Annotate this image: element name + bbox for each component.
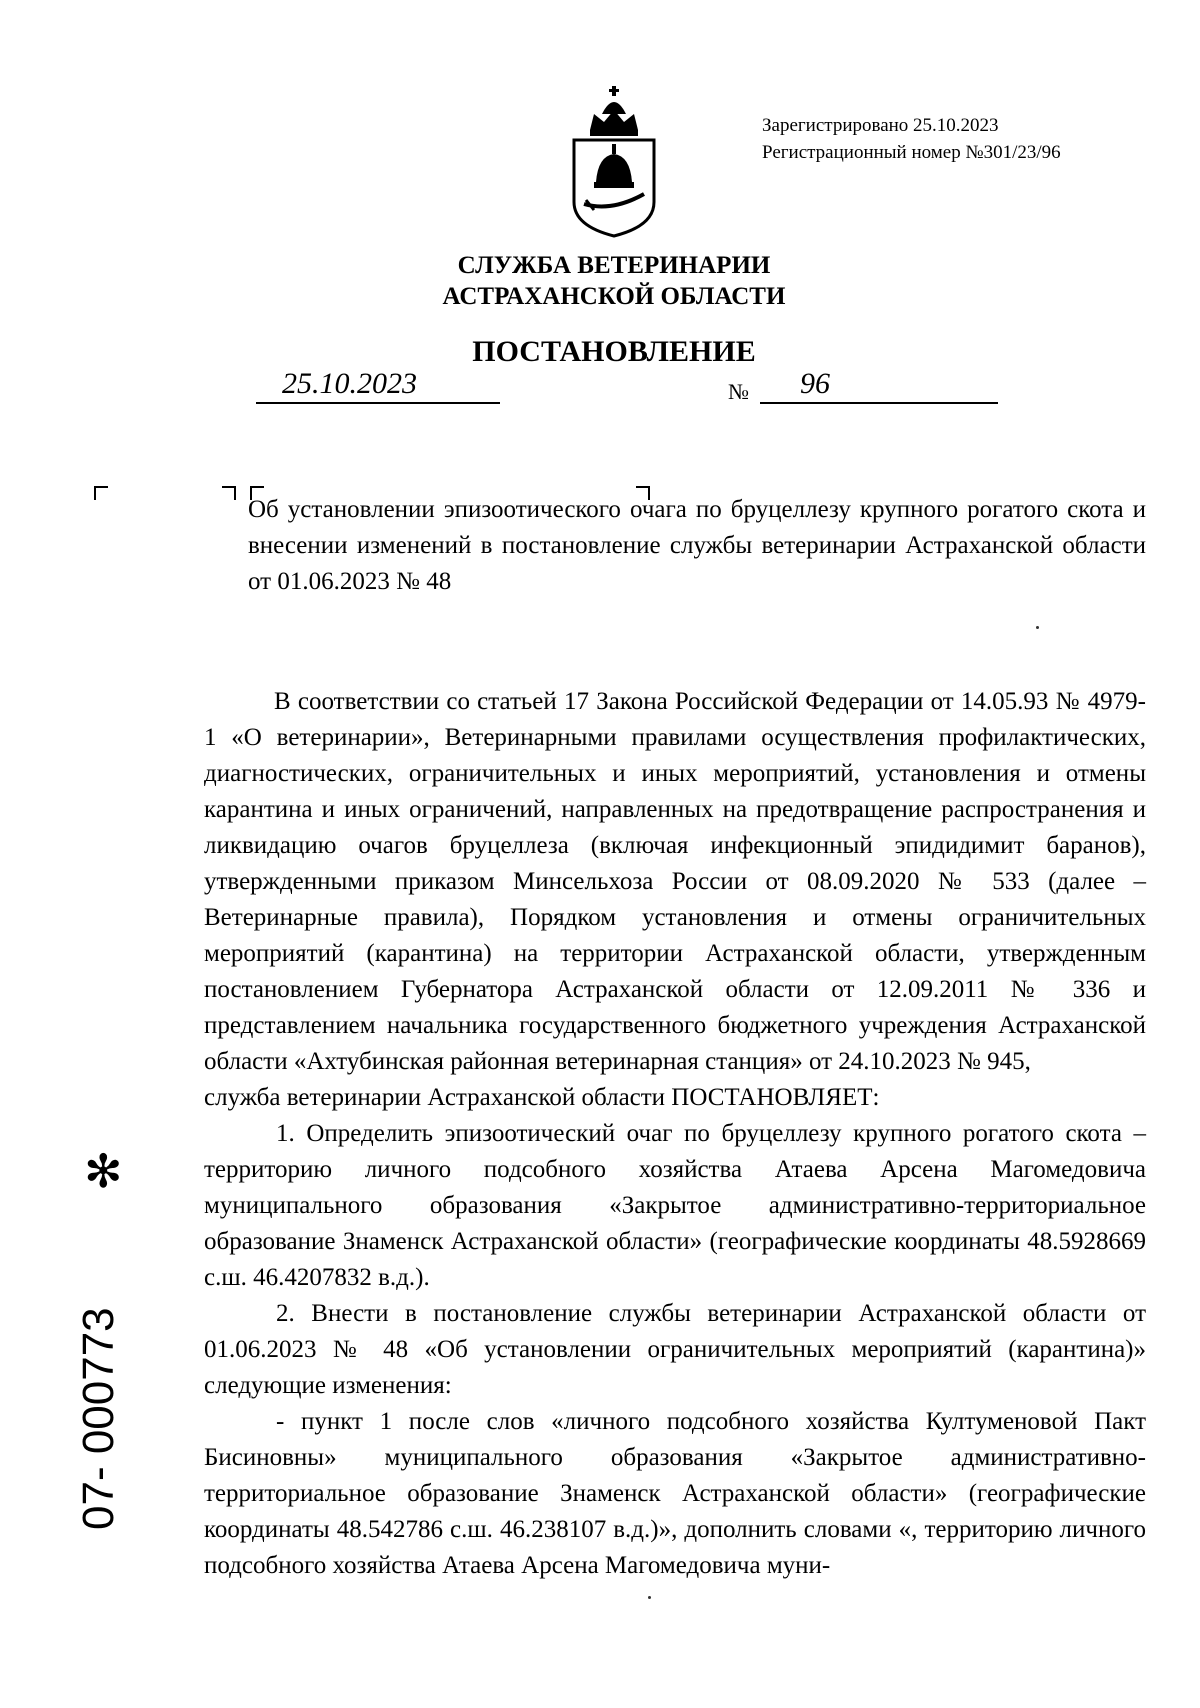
organization-name-line1: СЛУЖБА ВЕТЕРИНАРИИ [457, 252, 771, 279]
margin-asterisk: ✻ [84, 1144, 123, 1198]
organization-name-line2: АСТРАХАНСКОЙ ОБЛАСТИ [442, 283, 786, 310]
number-underline [760, 402, 998, 404]
coat-of-arms-icon [572, 86, 656, 238]
scan-speck [648, 1596, 651, 1599]
item-2-subitem-paragraph: - пункт 1 после слов «личного подсобного хозяйства Култуменовой Пакт Бисиновны» муниципального образования «Закрытое административно-территориальное образование Знаменск Астраханской области» (географические координаты 48.542786 с.ш. 46.238107 в.д.)», дополнить словами «, территорию личного подсобного хозяйства Атаева Арсена Магомедовича муни- [204, 1408, 1146, 1579]
registration-block [762, 112, 1061, 166]
item-2-paragraph: 2. Внести в постановление службы ветеринарии Астраханской области от 01.06.2023 № 48 «Об установлении ограничительных мероприятий (карантина)» следующие изменения: [204, 1300, 1146, 1399]
document-body [204, 684, 1146, 1584]
handwritten-number: 96 [800, 367, 830, 400]
document-title: Об установлении эпизоотического очага по бруцеллезу крупного рогатого скота и внесении изменений в постановление службы ветеринарии Астраханской области от 01.06.2023 № 48 [248, 496, 1146, 595]
organization-name [300, 250, 928, 312]
registration-number: Регистрационный номер №301/23/96 [762, 142, 1061, 163]
scan-speck [1036, 626, 1039, 629]
number-label: № [728, 379, 749, 404]
corner-mark-top-left [94, 486, 108, 500]
item-1-paragraph: 1. Определить эпизоотический очаг по бруцеллезу крупного рогатого скота – территорию личного подсобного хозяйства Атаева Арсена Магомедовича муниципального образования «Закрытое административно-территориальное образование Знаменск Астраханской области» (географические координаты 48.5928669 с.ш. 46.4207832 в.д.). [204, 1120, 1146, 1291]
serial-number-text: 07- 000773 [74, 1307, 123, 1530]
registration-date: Зарегистрировано 25.10.2023 [762, 115, 999, 136]
margin-serial-number [74, 1240, 124, 1530]
handwritten-date: 25.10.2023 [282, 367, 417, 400]
resolves-line: служба ветеринарии Астраханской области ПОСТАНОВЛЯЕТ: [204, 1084, 880, 1111]
preamble-paragraph: В соответствии со статьей 17 Закона Российской Федерации от 14.05.93 № 4979-1 «О ветеринарии», Ветеринарными правилами осуществления профилактических, диагностических, ограничительных и иных мероприятий, установления и отмены карантина и иных ограничений, направленных на предотвращение распространения и ликвидацию очагов бруцеллеза (включая инфекционный эпидидимит баранов), утвержденными приказом Минсельхоза России от 08.09.2020 № 533 (далее – Ветеринарные правила), Порядком установления и отмены ограничительных мероприятий (карантина) на территории Астраханской области, утвержденным постановлением Губернатора Астраханской области от 12.09.2011 № 336 и представлением начальника государственного бюджетного учреждения Астраханской области «Ахтубинская районная ветеринарная станция» от 24.10.2023 № 945, [204, 688, 1146, 1075]
document-type: ПОСТАНОВЛЕНИЕ [472, 335, 756, 368]
date-underline [256, 402, 500, 404]
corner-mark [222, 486, 236, 500]
